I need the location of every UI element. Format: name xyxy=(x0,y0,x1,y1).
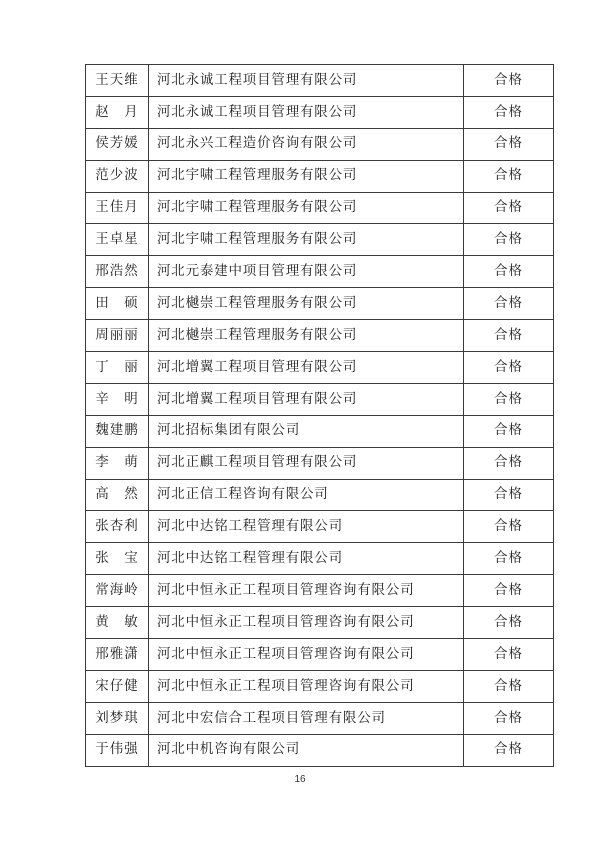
table-row xyxy=(86,352,554,384)
person-name-cell: 王天维 xyxy=(86,65,149,97)
table-row xyxy=(86,128,554,160)
table-row xyxy=(86,224,554,256)
company-name-cell: 河北中恒永正工程项目管理咨询有限公司 xyxy=(149,607,464,639)
company-name-cell: 河北永兴工程造价咨询有限公司 xyxy=(149,128,464,160)
table-row xyxy=(86,511,554,543)
company-name-cell: 河北中机咨询有限公司 xyxy=(149,734,464,766)
company-name-cell: 河北宇啸工程管理服务有限公司 xyxy=(149,192,464,224)
table-row xyxy=(86,383,554,415)
company-name-cell: 河北宇啸工程管理服务有限公司 xyxy=(149,160,464,192)
result-cell: 合格 xyxy=(464,224,554,256)
company-name-cell: 河北正信工程咨询有限公司 xyxy=(149,479,464,511)
person-name-cell: 邢雅潇 xyxy=(86,639,149,671)
company-name-cell: 河北中达铭工程管理有限公司 xyxy=(149,543,464,575)
company-name-cell: 河北中恒永正工程项目管理咨询有限公司 xyxy=(149,575,464,607)
table-row xyxy=(86,65,554,97)
result-cell: 合格 xyxy=(464,128,554,160)
person-name-cell: 辛 明 xyxy=(86,383,149,415)
person-name-cell: 刘梦琪 xyxy=(86,702,149,734)
person-name-cell: 范少波 xyxy=(86,160,149,192)
person-name-cell: 丁 丽 xyxy=(86,352,149,384)
company-name-cell: 河北中达铭工程管理有限公司 xyxy=(149,511,464,543)
person-name-cell: 张 宝 xyxy=(86,543,149,575)
person-name-cell: 黄 敏 xyxy=(86,607,149,639)
company-name-cell: 河北元泰建中项目管理有限公司 xyxy=(149,256,464,288)
result-cell: 合格 xyxy=(464,479,554,511)
person-name-cell: 赵 月 xyxy=(86,96,149,128)
result-cell: 合格 xyxy=(464,415,554,447)
page-number: 16 xyxy=(294,774,306,785)
result-cell: 合格 xyxy=(464,447,554,479)
person-name-cell: 魏建鹏 xyxy=(86,415,149,447)
person-name-cell: 周丽丽 xyxy=(86,320,149,352)
table-row xyxy=(86,447,554,479)
company-name-cell: 河北增翼工程项目管理有限公司 xyxy=(149,383,464,415)
result-cell: 合格 xyxy=(464,639,554,671)
company-name-cell: 河北中宏信合工程项目管理有限公司 xyxy=(149,702,464,734)
table-row xyxy=(86,670,554,702)
person-name-cell: 王卓星 xyxy=(86,224,149,256)
result-cell: 合格 xyxy=(464,288,554,320)
person-name-cell: 高 然 xyxy=(86,479,149,511)
result-cell: 合格 xyxy=(464,734,554,766)
result-cell: 合格 xyxy=(464,511,554,543)
person-name-cell: 常海岭 xyxy=(86,575,149,607)
company-name-cell: 河北中恒永正工程项目管理咨询有限公司 xyxy=(149,639,464,671)
company-name-cell: 河北正麒工程项目管理有限公司 xyxy=(149,447,464,479)
person-name-cell: 张杏利 xyxy=(86,511,149,543)
table-row xyxy=(86,256,554,288)
person-name-cell: 邢浩然 xyxy=(86,256,149,288)
result-cell: 合格 xyxy=(464,702,554,734)
result-cell: 合格 xyxy=(464,192,554,224)
person-name-cell: 王佳月 xyxy=(86,192,149,224)
result-cell: 合格 xyxy=(464,670,554,702)
result-cell: 合格 xyxy=(464,383,554,415)
company-name-cell: 河北樾崇工程管理服务有限公司 xyxy=(149,288,464,320)
result-cell: 合格 xyxy=(464,607,554,639)
result-cell: 合格 xyxy=(464,575,554,607)
person-name-cell: 于伟强 xyxy=(86,734,149,766)
person-name-cell: 宋仔健 xyxy=(86,670,149,702)
company-name-cell: 河北永诚工程项目管理有限公司 xyxy=(149,96,464,128)
person-name-cell: 田 硕 xyxy=(86,288,149,320)
company-name-cell: 河北宇啸工程管理服务有限公司 xyxy=(149,224,464,256)
table-row xyxy=(86,192,554,224)
table-row xyxy=(86,288,554,320)
company-name-cell: 河北永诚工程项目管理有限公司 xyxy=(149,65,464,97)
table-row xyxy=(86,607,554,639)
result-cell: 合格 xyxy=(464,256,554,288)
table-row xyxy=(86,543,554,575)
result-cell: 合格 xyxy=(464,320,554,352)
table-row xyxy=(86,415,554,447)
company-name-cell: 河北樾崇工程管理服务有限公司 xyxy=(149,320,464,352)
company-name-cell: 河北中恒永正工程项目管理咨询有限公司 xyxy=(149,670,464,702)
result-cell: 合格 xyxy=(464,160,554,192)
table-row xyxy=(86,96,554,128)
table-row xyxy=(86,734,554,766)
person-name-cell: 李 萌 xyxy=(86,447,149,479)
table-row xyxy=(86,160,554,192)
table-row xyxy=(86,702,554,734)
result-cell: 合格 xyxy=(464,352,554,384)
results-table-body xyxy=(86,65,554,767)
result-cell: 合格 xyxy=(464,96,554,128)
company-name-cell: 河北增翼工程项目管理有限公司 xyxy=(149,352,464,384)
results-table xyxy=(85,64,554,767)
table-row xyxy=(86,320,554,352)
table-row xyxy=(86,639,554,671)
person-name-cell: 侯芳媛 xyxy=(86,128,149,160)
result-cell: 合格 xyxy=(464,65,554,97)
table-row xyxy=(86,575,554,607)
result-cell: 合格 xyxy=(464,543,554,575)
company-name-cell: 河北招标集团有限公司 xyxy=(149,415,464,447)
table-row xyxy=(86,479,554,511)
